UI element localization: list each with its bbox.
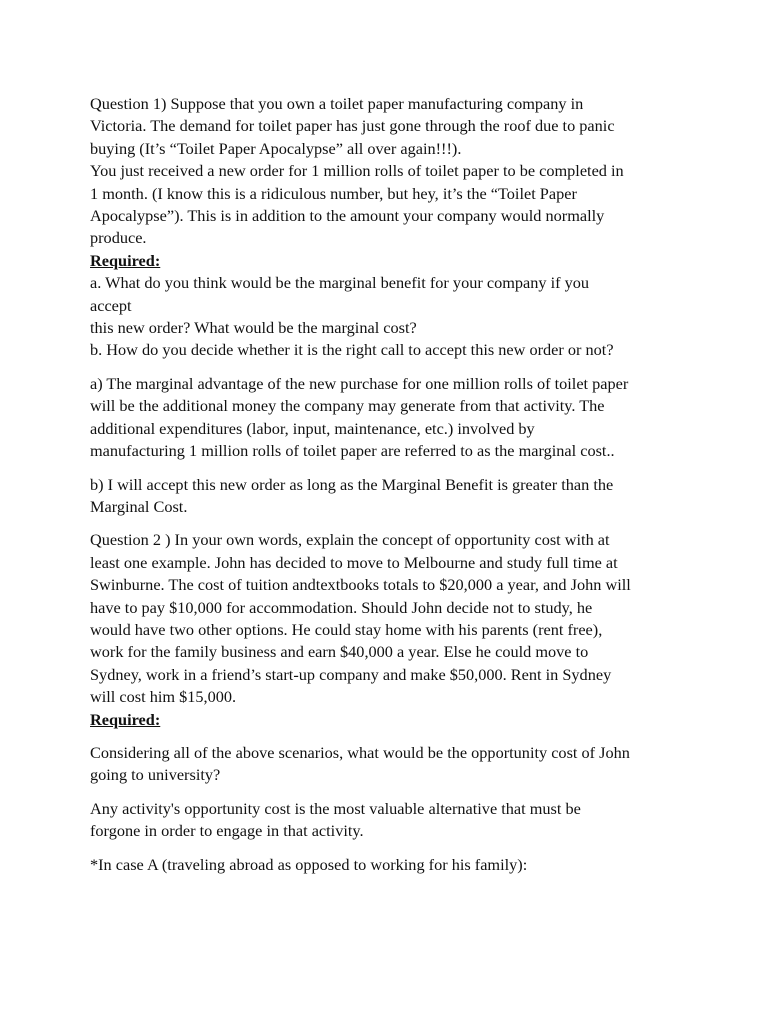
required-heading-1: Required: bbox=[90, 250, 161, 270]
question-2-answer-line: forgone in order to engage in that activity. bbox=[90, 821, 364, 841]
answer-a-line: manufacturing 1 million rolls of toilet paper are referred to as the marginal cost.. bbox=[90, 441, 615, 461]
question-2-line: would have two other options. He could stay home with his parents (rent free), bbox=[90, 619, 603, 639]
case-a-block bbox=[90, 854, 690, 876]
question-1-line: buying (It’s “Toilet Paper Apocalypse” all over again!!!). bbox=[90, 138, 462, 158]
question-2-prompt-line: going to university? bbox=[90, 765, 221, 785]
answer-a-line: a) The marginal advantage of the new purchase for one million rolls of toilet paper bbox=[90, 373, 629, 393]
question-2-answer-line: Any activity's opportunity cost is the most valuable alternative that must be bbox=[90, 798, 581, 818]
answer-a-line: will be the additional money the company may generate from that activity. The bbox=[90, 396, 605, 416]
question-2-line: Sydney, work in a friend’s start-up company and make $50,000. Rent in Sydney bbox=[90, 664, 612, 684]
question-2-line: have to pay $10,000 for accommodation. Should John decide not to study, he bbox=[90, 597, 593, 617]
answer-a-block bbox=[90, 373, 690, 463]
question-2-line: will cost him $15,000. bbox=[90, 687, 237, 707]
document-page bbox=[90, 93, 690, 876]
answer-a-line: additional expenditures (labor, input, maintenance, etc.) involved by bbox=[90, 418, 535, 438]
question-2-prompt-line: Considering all of the above scenarios, what would be the opportunity cost of John bbox=[90, 742, 630, 762]
question-1-line: Apocalypse”). This is in addition to the amount your company would normally bbox=[90, 206, 605, 226]
question-1b-line: b. How do you decide whether it is the right call to accept this new order or not? bbox=[90, 340, 614, 360]
question-2-line: Swinburne. The cost of tuition andtextbooks totals to $20,000 a year, and John will bbox=[90, 575, 631, 595]
question-2-block bbox=[90, 529, 690, 731]
answer-b-block bbox=[90, 474, 690, 519]
question-1-block bbox=[90, 93, 690, 362]
question-1-line: Question 1) Suppose that you own a toilet paper manufacturing company in bbox=[90, 94, 584, 113]
case-a-line: *In case A (traveling abroad as opposed to working for his family): bbox=[90, 854, 528, 874]
question-2-line: Question 2 ) In your own words, explain the concept of opportunity cost with at bbox=[90, 530, 610, 550]
question-1a-line: a. What do you think would be the marginal benefit for your company if you bbox=[90, 273, 590, 293]
answer-b-line: Marginal Cost. bbox=[90, 496, 188, 516]
question-1a-line: accept bbox=[90, 295, 132, 315]
question-2-line: work for the family business and earn $40,000 a year. Else he could move to bbox=[90, 642, 589, 662]
question-2-line: least one example. John has decided to move to Melbourne and study full time at bbox=[90, 552, 618, 572]
answer-b-line: b) I will accept this new order as long as the Marginal Benefit is greater than the bbox=[90, 474, 614, 494]
required-heading-2: Required: bbox=[90, 709, 161, 729]
question-2-prompt-block bbox=[90, 742, 690, 787]
question-1a-line: this new order? What would be the marginal cost? bbox=[90, 318, 417, 338]
question-1-line: Victoria. The demand for toilet paper has just gone through the roof due to panic bbox=[90, 116, 615, 136]
question-1-line: 1 month. (I know this is a ridiculous number, but hey, it’s the “Toilet Paper bbox=[90, 183, 577, 203]
question-1-line: produce. bbox=[90, 228, 147, 248]
question-1-line: You just received a new order for 1 million rolls of toilet paper to be completed in bbox=[90, 161, 624, 181]
question-2-answer-block bbox=[90, 798, 690, 843]
